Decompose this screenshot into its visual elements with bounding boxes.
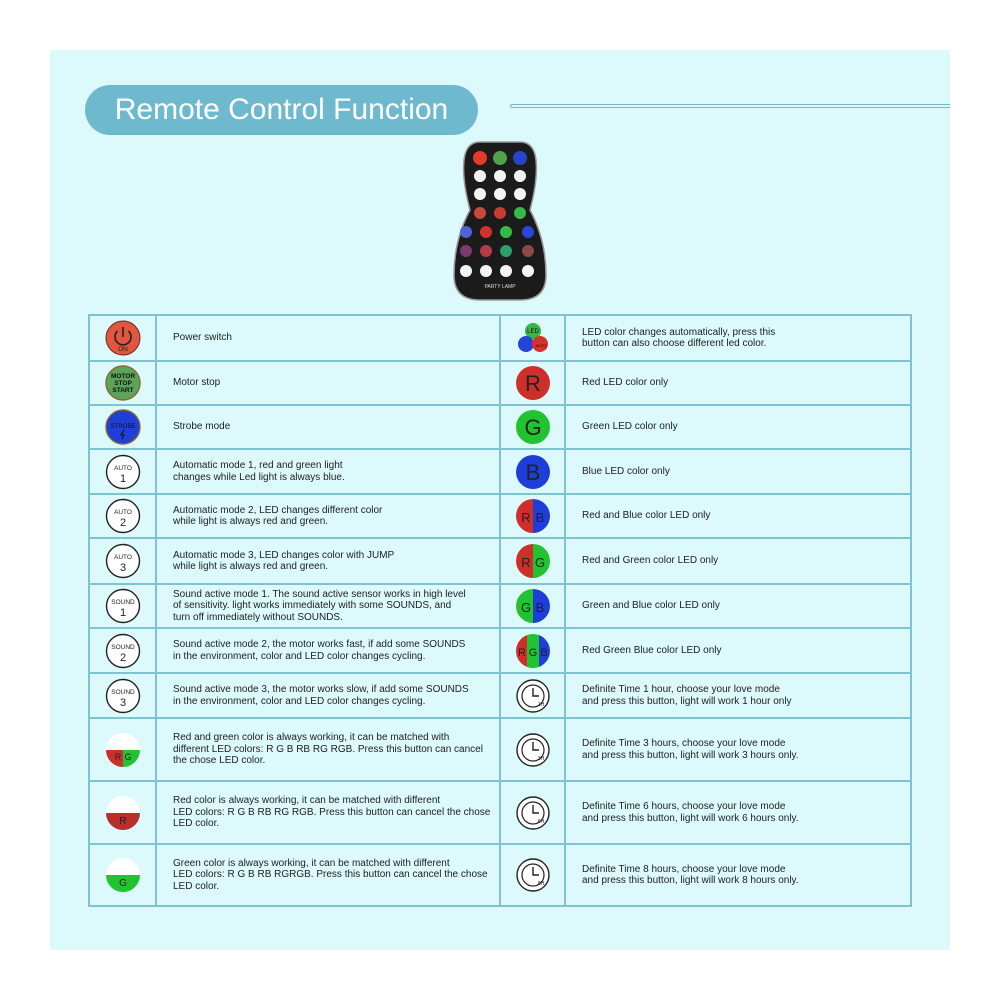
function-description-line: Automatic mode 2, LED changes different color [173,504,383,516]
left-icon-cell [89,628,156,673]
svg-text:8H: 8H [537,881,544,887]
function-description-line: LED color. [173,818,220,830]
left-icon-cell [89,449,156,494]
left-description-cell [156,315,500,361]
right-icon-cell [500,494,565,538]
svg-text:R: R [520,510,531,525]
right-icon-cell [500,628,565,673]
function-description-line: Green LED color only [582,421,678,433]
function-description-line: while light is always red and green. [173,561,329,572]
function-description-line: changes while Led light is always blue. [173,471,345,483]
function-description-line: in the environment, color and LED color changes cycling. [173,695,426,707]
led-auto-icon [515,320,551,356]
function-description-line: Automatic mode 1, red and green light [173,460,343,471]
table-row [89,781,911,844]
right-icon-cell [500,538,565,584]
timer-1h-icon [515,678,551,714]
remote-control-image [450,140,550,302]
strobe-icon [105,409,141,445]
left-icon-cell [89,538,156,584]
left-icon-cell [89,361,156,405]
svg-text:R: R [524,371,541,396]
right-description-cell [565,494,911,538]
left-icon-cell [89,718,156,781]
table-row [89,718,911,781]
right-description-cell [565,449,911,494]
red-led-icon [515,365,551,401]
table-row [89,584,911,628]
right-icon-cell [500,844,565,906]
power-icon [105,320,141,356]
table-row [89,405,911,449]
remote-brand-label: PARTY LAMP [484,284,516,290]
left-description-cell [156,718,500,781]
left-description-cell [156,494,500,538]
table-row [89,844,911,906]
function-description-line: LED colors: R G B RB RG RGB. Press this button can cancel the chose [173,806,491,818]
right-icon-cell [500,449,565,494]
function-description-line: Red Green Blue color LED only [582,644,722,656]
left-icon-cell [89,844,156,906]
svg-text:G: G [123,751,132,762]
right-description-cell [565,538,911,584]
left-description-cell [156,844,500,906]
svg-text:6H: 6H [537,818,544,825]
function-description-line: Definite Time 8 hours, choose your love mode [582,863,786,875]
svg-text:2: 2 [119,517,126,529]
function-table [88,314,912,907]
function-description-line: Red LED color only [582,377,669,389]
function-description-line: the chose LED color. [173,755,266,767]
svg-text:B: B [535,600,544,615]
sound-3-icon [105,678,141,714]
timer-6h-icon [515,795,551,831]
right-description-cell [565,361,911,405]
function-description-line: Red and Blue color LED only [582,510,711,522]
left-icon-cell [89,584,156,628]
table-row [89,538,911,584]
function-description-line: Red and green color is always working, it can be matched with [173,732,450,744]
function-description-line: button can also choose different led color. [582,338,767,349]
function-description-line: Green and Blue color LED only [582,600,720,612]
svg-text:1: 1 [119,607,126,619]
svg-text:B: B [535,510,544,525]
left-description-cell [156,361,500,405]
svg-text:R: R [118,815,127,827]
svg-text:SOUND: SOUND [110,599,135,606]
auto-2-icon [105,498,141,534]
function-description-line: of sensitivity. light works immediately with some SOUNDS, and [173,600,452,612]
svg-text:LED: LED [526,329,539,335]
title-divider-line [510,104,950,108]
green-led-icon [515,409,551,445]
right-description-cell [565,584,911,628]
auto-3-icon [105,543,141,579]
function-description-line: Automatic mode 3, LED changes color with JUMP [173,549,395,561]
auto-1-icon [105,454,141,490]
timer-8h-icon [515,857,551,893]
right-icon-cell [500,673,565,718]
svg-text:AUTO: AUTO [113,509,132,516]
motor-stop-icon [105,365,141,401]
table-row [89,673,911,718]
function-description-line: and press this button, light will work 6 hours only. [582,812,799,824]
svg-text:MOTOR: MOTOR [110,373,135,380]
right-description-cell [565,315,911,361]
green-blue-led-icon [515,588,551,624]
right-icon-cell [500,781,565,844]
left-description-cell [156,449,500,494]
svg-text:R: R [517,646,526,659]
svg-text:G: G [534,555,545,570]
svg-text:START: START [111,387,134,394]
svg-text:R: R [520,555,531,570]
table-row [89,361,911,405]
svg-text:1: 1 [119,472,126,485]
svg-text:SOUND: SOUND [110,688,135,696]
function-description-line: turn off immediately without SOUNDS. [173,611,343,623]
right-icon-cell [500,361,565,405]
function-description-line: LED color changes automatically, press this [582,326,776,338]
page-title: Remote Control Function [85,85,478,135]
function-description-line: Red color is always working, it can be matched with different [173,795,441,807]
svg-text:G: G [520,600,531,615]
svg-text:ON: ON [117,346,128,353]
svg-text:G: G [523,415,542,440]
rgb-led-icon [515,633,551,669]
left-icon-cell [89,494,156,538]
svg-text:STOP: STOP [113,380,132,387]
function-description-line: while light is always red and green. [173,516,329,527]
r-mix-icon [105,795,141,831]
sound-1-icon [105,588,141,624]
svg-text:AUTO: AUTO [113,554,132,561]
right-description-cell [565,844,911,906]
red-blue-led-icon [515,498,551,534]
svg-text:G: G [118,878,127,889]
svg-text:3H: 3H [537,755,544,762]
left-icon-cell [89,781,156,844]
table-row [89,315,911,361]
rg-mix-icon [105,732,141,768]
svg-text:STROBE: STROBE [110,424,135,430]
svg-text:B: B [525,459,540,485]
function-description-line: Power switch [173,332,232,344]
left-icon-cell [89,673,156,718]
svg-text:G: G [528,646,537,659]
svg-text:1H: 1H [537,701,544,708]
function-description-line: LED color. [173,880,220,892]
sound-2-icon [105,633,141,669]
function-description-line: Definite Time 1 hour, choose your love mode [582,684,780,695]
right-description-cell [565,781,911,844]
g-mix-icon [105,857,141,893]
svg-text:AUTO: AUTO [113,464,132,472]
svg-text:SOUND: SOUND [110,643,135,651]
left-icon-cell [89,315,156,361]
function-description-line: Green color is always working, it can be matched with different [173,857,450,869]
left-description-cell [156,405,500,449]
svg-text:B: B [539,646,548,659]
svg-text:3: 3 [119,562,126,574]
function-description-line: different LED colors: R G B RB RG RGB. Press this button can cancel [173,743,483,755]
left-icon-cell [89,405,156,449]
function-description-line: Sound active mode 1. The sound active sensor works in high level [173,588,466,600]
right-icon-cell [500,584,565,628]
function-description-line: Sound active mode 3, the motor works slow, if add some SOUNDS [173,684,469,695]
right-description-cell [565,673,911,718]
function-description-line: Strobe mode [173,421,231,433]
left-description-cell [156,781,500,844]
right-description-cell [565,628,911,673]
right-description-cell [565,718,911,781]
function-description-line: and press this button, light will work 3 hours only. [582,749,799,761]
right-icon-cell [500,315,565,361]
blue-led-icon [515,454,551,490]
left-description-cell [156,584,500,628]
timer-3h-icon [515,732,551,768]
function-description-line: Blue LED color only [582,465,670,477]
function-description-line: in the environment, color and LED color changes cycling. [173,650,426,662]
function-description-line: Sound active mode 2, the motor works fast, if add some SOUNDS [173,639,466,650]
function-description-line: LED colors: R G B RB RGRGB. Press this button can cancel the chose [173,869,488,881]
left-description-cell [156,673,500,718]
table-row [89,628,911,673]
function-description-line: Definite Time 6 hours, choose your love mode [582,801,786,812]
right-icon-cell [500,718,565,781]
right-description-cell [565,405,911,449]
left-description-cell [156,538,500,584]
svg-text:R: R [114,751,121,762]
function-description-line: and press this button, light will work 1 hour only [582,695,792,707]
svg-text:3: 3 [119,696,126,709]
svg-text:AUTO: AUTO [534,343,547,348]
function-description-line: Definite Time 3 hours, choose your love mode [582,738,786,749]
right-icon-cell [500,405,565,449]
function-description-line: and press this button, light will work 8 hours only. [582,875,799,886]
left-description-cell [156,628,500,673]
table-row [89,494,911,538]
function-description-line: Motor stop [173,377,221,389]
table-row [89,449,911,494]
svg-text:2: 2 [119,651,126,664]
function-description-line: Red and Green color LED only [582,555,719,567]
red-green-led-icon [515,543,551,579]
